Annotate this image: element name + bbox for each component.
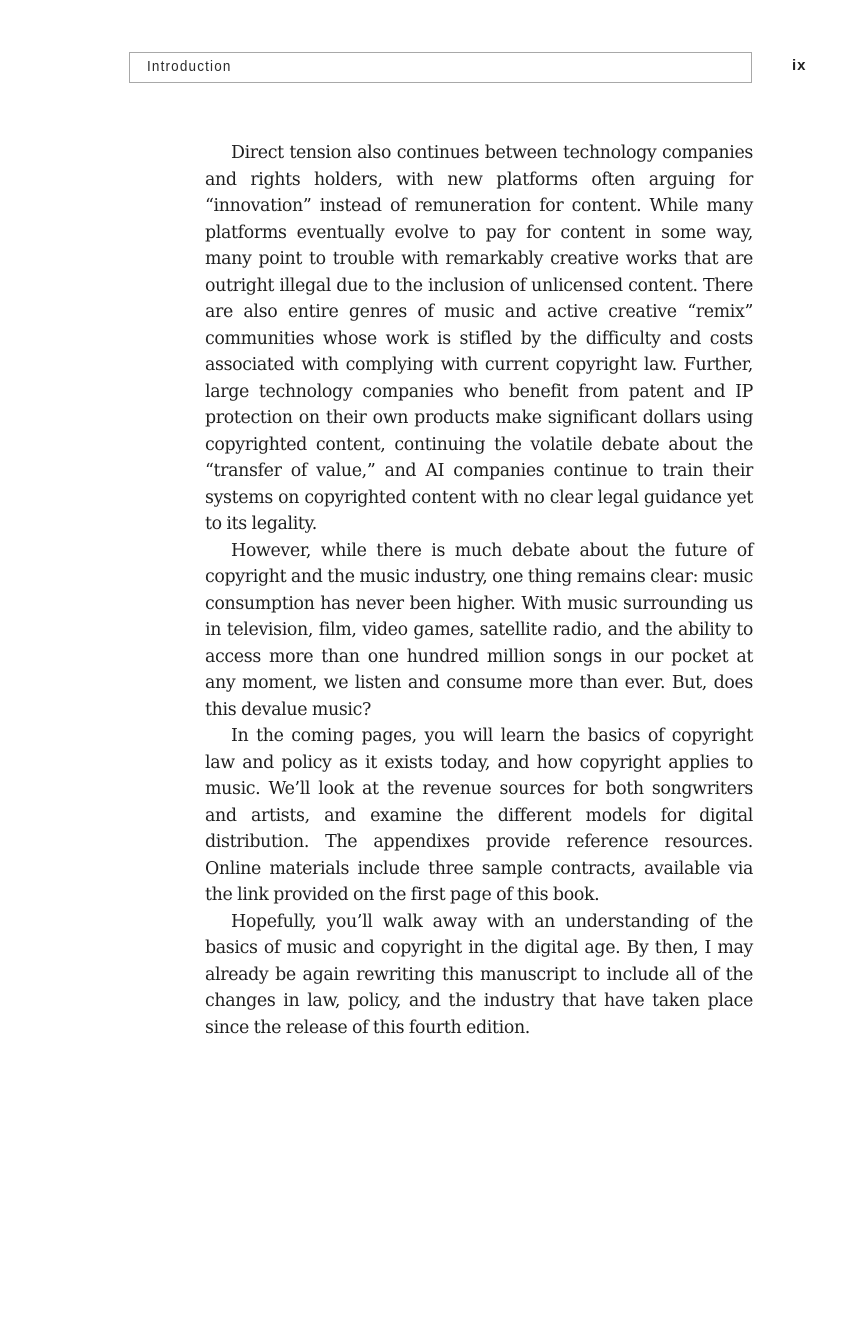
paragraph: In the coming pages, you will learn the basics of copyright law and policy as it exists today, and how copyright applies to music. We’ll look at the revenue sources for both songwriters and artists, and examine the different models for digital distribution. The appendixes provide reference resources. Online materials include three sample contracts, available via the link provided on the first page of this book.: [205, 726, 753, 905]
running-head: [129, 52, 752, 83]
paragraph: Direct tension also continues between technology companies and rights holders, with new platforms often arguing for “innovation” instead of remuneration for content. While many platforms eventually evolve to pay for content in some way, many point to trouble with remarkably creative works that are outright illegal due to the inclusion of unlicensed content. There are also entire genres of music and active creative “remix” communities whose work is stifled by the difficulty and costs associated with complying with current copyright law. Further, large technology companies who benefit from patent and IP protection on their own products make significant dollars using copyrighted content, continuing the volatile debate about the “transfer of value,” and AI companies continue to train their systems on copyrighted content with no clear legal guidance yet to its legality.: [205, 143, 753, 534]
page-number: ix: [792, 57, 807, 74]
chapter-title: Introduction: [147, 58, 232, 75]
paragraph: However, while there is much debate about the future of copyright and the music industry, one thing remains clear: music consumption has never been higher. With music surrounding us in television, film, video games, satellite radio, and the ability to access more than one hundred million songs in our pocket at any moment, we listen and consume more than ever. But, does this devalue music?: [205, 540, 753, 720]
body-text: [205, 140, 753, 1041]
paragraph: Hopefully, you’ll walk away with an understanding of the basics of music and copyright in the digital age. By then, I may already be again rewriting this manuscript to include all of the changes in law, policy, and the industry that have taken place since the release of this fourth edition.: [205, 911, 753, 1038]
